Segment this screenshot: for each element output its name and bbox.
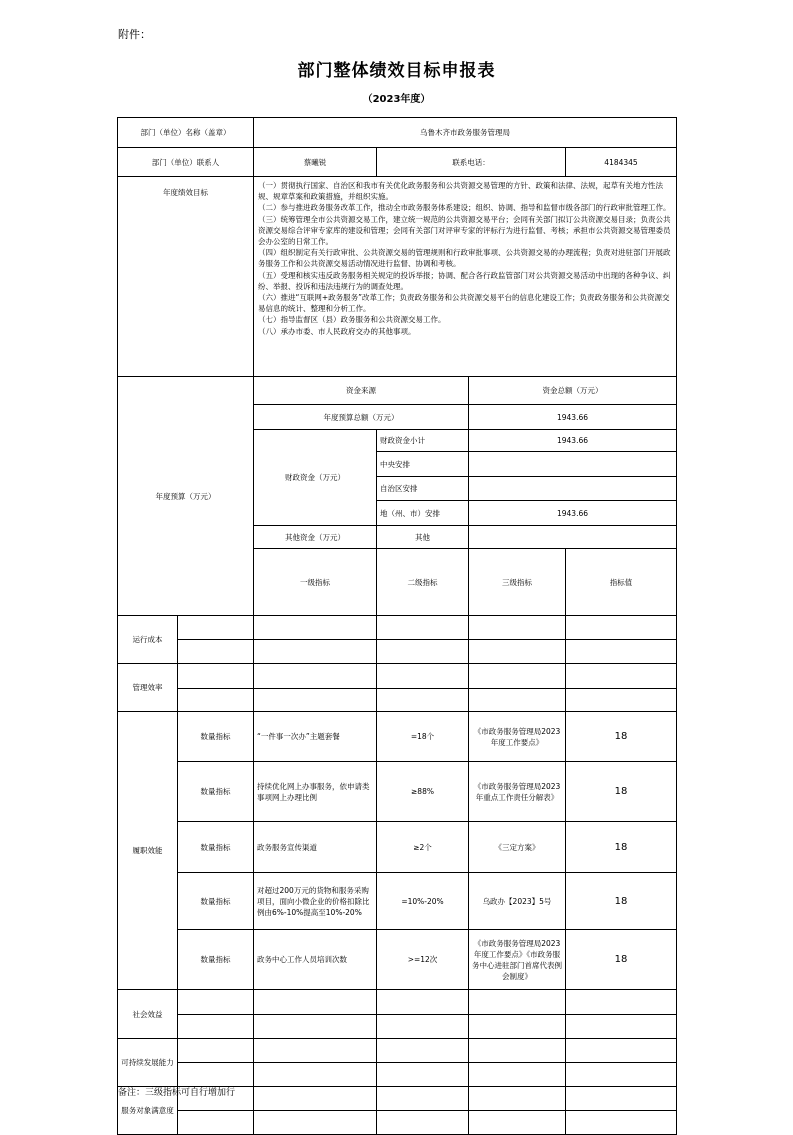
level3-cell: 持续优化网上办事服务，依申请类事项网上办理比例 (254, 762, 377, 822)
level2-cell: 数量指标 (178, 822, 254, 873)
goal-item: （一）贯彻执行国家、自治区和我市有关优化政务服务和公共资源交易管理的方针、政策和法律、法规，起草有关地方性法规、规章草案和政策措施，并组织实施。 (258, 181, 663, 202)
level3-cell: 政务服务宣传渠道 (254, 822, 377, 873)
header-level3: 三级指标 (469, 549, 566, 616)
goal-item: 会办公室的日常工作。 (258, 237, 333, 247)
source-header: 资金来源 (254, 377, 469, 405)
budget-total-value: 1943.66 (469, 405, 677, 430)
central-label: 中央安排 (377, 452, 469, 477)
goal-item: （二）参与推进政务服务改革工作，推动全市政务服务体系建设；组织、协调、指导和监督市级各部门的行政审批管理工作。 (258, 203, 671, 213)
level2-cell: 数量指标 (178, 873, 254, 930)
table-row (118, 1111, 677, 1135)
dept-name-label: 部门（单位）名称（盖章） (118, 118, 254, 148)
dept-name-row (118, 118, 677, 148)
footnote: 备注：三级指标可自行增加行 (118, 1088, 236, 1098)
region-value (469, 477, 677, 501)
other-fund-value: 其他 (377, 526, 469, 549)
fiscal-subtotal-label: 财政资金小计 (377, 430, 469, 452)
performance-form-table (117, 117, 677, 1135)
category-satisfaction: 服务对象满意度 (118, 1087, 178, 1135)
category-social-benefit: 社会效益 (118, 990, 178, 1039)
level2-cell: 数量指标 (178, 712, 254, 762)
other-fund-label: 其他资金（万元） (254, 526, 377, 549)
local-label: 地（州、市）安排 (377, 501, 469, 526)
table-row (118, 762, 677, 822)
amount-header: 资金总额（万元） (469, 377, 677, 405)
contact-value: 蔡曦锐 (254, 148, 377, 177)
goal-item: （五）受理和核实违反政务服务相关规定的投诉举报；协调、配合各行政监管部门对公共资源交易活动中出现的各种争议、纠纷、举报、投诉和违法违规行为的调查处理。 (258, 270, 671, 291)
weight-cell: 18 (566, 712, 677, 762)
value-cell: ≥88% (377, 762, 469, 822)
year-subtitle: （2023年度） (362, 94, 431, 105)
page-title: 部门整体绩效目标申报表 (297, 61, 496, 81)
value-cell: ≥2个 (377, 822, 469, 873)
table-row (118, 1063, 677, 1087)
level3-cell: 对超过200万元的货物和服务采购项目，面向小微企业的价格扣除比例由6%-10%提高至10%-20% (254, 873, 377, 930)
category-performance: 履职效能 (118, 712, 178, 990)
basis-cell: 《市政务服务管理局2023年度工作要点》 (469, 712, 566, 762)
dept-name-value: 乌鲁木齐市政务服务管理局 (254, 118, 677, 148)
local-value: 1943.66 (469, 501, 677, 526)
budget-total-label: 年度预算总额（万元） (254, 405, 469, 430)
central-value (469, 452, 677, 477)
basis-cell: 乌政办【2023】5号 (469, 873, 566, 930)
weight-cell: 18 (566, 873, 677, 930)
table-row (118, 689, 677, 712)
value-cell: =18个 (377, 712, 469, 762)
value-cell: =10%-20% (377, 873, 469, 930)
weight-cell: 18 (566, 930, 677, 990)
weight-cell: 18 (566, 822, 677, 873)
table-row (118, 616, 677, 640)
basis-cell: 《三定方案》 (469, 822, 566, 873)
weight-cell: 18 (566, 762, 677, 822)
table-row (118, 640, 677, 664)
goal-item: （七）指导监督区（县）政务服务和公共资源交易工作。 (258, 315, 446, 325)
table-row (118, 1039, 677, 1063)
category-sustainability: 可持续发展能力 (118, 1039, 178, 1087)
level3-cell: “一件事一次办”主题套餐 (254, 712, 377, 762)
goal-item: （三）统筹管理全市公共资源交易工作，建立统一规范的公共资源交易平台；会同有关部门拟订公共资源交易目录；负责公共资源交易综合评审专家库的建设和管理；会同有关部门对评审专家的评标行为进行监督、考核；承担市公共资源交易管理委员 (258, 214, 671, 235)
other-fund-amount (469, 526, 677, 549)
region-label: 自治区安排 (377, 477, 469, 501)
phone-label: 联系电话： (377, 148, 566, 177)
budget-label: 年度预算（万元） (118, 377, 254, 616)
goals-label: 年度绩效目标 (118, 177, 254, 377)
contact-label: 部门（单位）联系人 (118, 148, 254, 177)
attachment-label: 附件： (118, 28, 151, 41)
table-row (118, 822, 677, 873)
level2-cell: 数量指标 (178, 930, 254, 990)
category-operation-cost: 运行成本 (118, 616, 178, 664)
goal-item: （八）承办市委、市人民政府交办的其他事项。 (258, 326, 416, 336)
header-value: 指标值 (566, 549, 677, 616)
table-row (118, 664, 677, 689)
contact-row (118, 148, 677, 177)
level3-cell: 政务中心工作人员培训次数 (254, 930, 377, 990)
table-row (118, 930, 677, 990)
goals-text (254, 177, 677, 377)
header-level2: 二级指标 (377, 549, 469, 616)
basis-cell: 《市政务服务管理局2023年重点工作责任分解表》 (469, 762, 566, 822)
table-row (118, 712, 677, 762)
goal-item: （四）组织制定有关行政审批、公共资源交易的管理规则和行政审批事项、公共资源交易的办理流程；负责对进驻部门开展政务服务工作和公共资源交易活动情况进行监督、协调和考核。 (258, 248, 671, 269)
goals-row (118, 177, 677, 377)
phone-value: 4184345 (566, 148, 677, 177)
level2-cell: 数量指标 (178, 762, 254, 822)
basis-cell: 《市政务服务管理局2023年度工作要点》《市政务服务中心进驻部门首席代表例会制度》 (469, 930, 566, 990)
goal-item: （六）推进“互联网+政务服务”改革工作；负责政务服务和公共资源交易平台的信息化建设工作；负责政务服务和公共资源交易信息的统计、整理和分析工作。 (258, 293, 670, 314)
fiscal-subtotal-value: 1943.66 (469, 430, 677, 452)
table-row (118, 990, 677, 1015)
category-management-efficiency: 管理效率 (118, 664, 178, 712)
header-level1: 一级指标 (254, 549, 377, 616)
budget-header-row (118, 377, 677, 405)
table-row (118, 1015, 677, 1039)
table-row (118, 873, 677, 930)
fiscal-label: 财政资金（万元） (254, 430, 377, 526)
value-cell: >=12次 (377, 930, 469, 990)
